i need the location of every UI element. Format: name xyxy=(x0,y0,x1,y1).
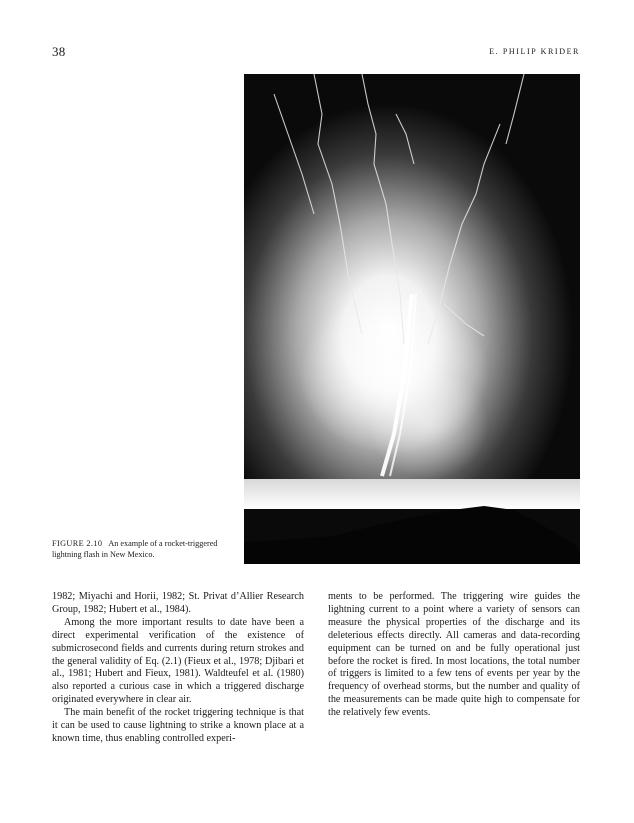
left-column xyxy=(52,591,304,746)
lightning-photo xyxy=(244,74,580,564)
paragraph: Among the more important results to date have been a direct experimental verification of the existence of submicrosecond fields and currents during return strokes and the general validity of Eq. (2.1) (Fieux et al., 1978; Djibari et al., 1981; Hubert and Fieux, 1981). Waldteufel et al. (1980) also reported a curious case in which a triggered discharge originated everywhere in clear air. xyxy=(52,616,304,706)
page-number: 38 xyxy=(52,44,66,59)
right-column xyxy=(328,591,580,720)
paragraph: The main benefit of the rocket triggering technique is that it can be used to cause lightning to strike a known place at a known time, thus enabling controlled experi- xyxy=(52,707,304,744)
paragraph: ments to be performed. The triggering wire guides the lightning current to a point where a variety of sensors can measure the physical properties of the discharge and its deleterious effects directly. All cameras and data-recording equipment can be turned on and be fully operational just before the rocket is fired. In most locations, the total number of triggers is limited to a few tens of events per year by the frequency of overhead storms, but the number and quality of the measurements can be made quite high to compensate for the relatively few events. xyxy=(328,591,580,719)
paragraph: 1982; Miyachi and Horii, 1982; St. Privat d’Allier Research Group, 1982; Hubert et al., 1984). xyxy=(52,591,304,615)
figure-label: FIGURE 2.10 xyxy=(52,539,103,548)
figure-caption xyxy=(52,538,224,560)
lightning-photo-icon xyxy=(244,74,580,564)
running-head: E. PHILIP KRIDER xyxy=(489,47,580,56)
figure-caption-text: An example of a rocket-triggered lightning flash in New Mexico. xyxy=(52,539,218,559)
